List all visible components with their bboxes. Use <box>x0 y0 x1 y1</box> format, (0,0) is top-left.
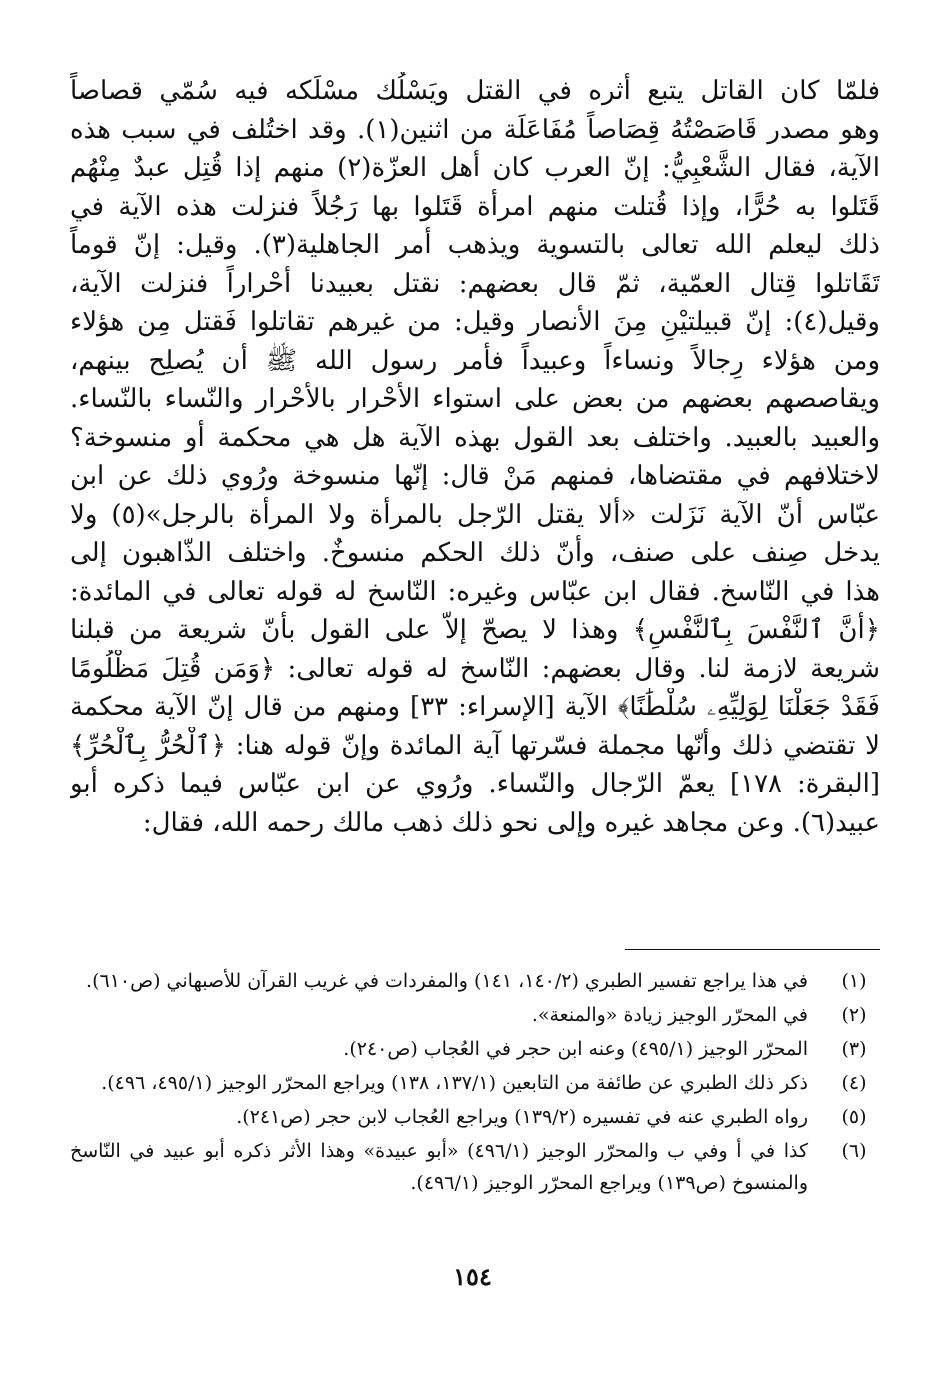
footnote-text: ذكر ذلك الطبري عن طائفة من التابعين (١٣٧/١، ١٣٨) ويراجع المحرّر الوجيز (٤٩٥/١، ٤٩٦). <box>101 1072 808 1094</box>
text-line: شريعة لازمة لنا. وقال بعضهم: النّاسخ له قوله تعالى: ﴿وَمَن قُتِلَ مَظْلُومًا <box>70 653 880 684</box>
text-line: تَقَاتلوا قِتال العمّية، ثمّ قال بعضهم: نقتل بعبيدنا أحْراراً فنزلت الآية، <box>70 268 880 299</box>
text-line: ومن هؤلاء رِجالاً ونساءاً وعبيداً فأمر رسول الله ﷺ أن يُصلِح بينهم، <box>70 345 880 376</box>
footnote-number: (٥) <box>841 1106 867 1128</box>
footnote-divider <box>625 949 880 950</box>
text-line: عبّاس أنّ الآية نَزَلت «ألا يقتل الرّجل بالمرأة ولا المرأة بالرجل»(٥) ولا <box>70 499 880 530</box>
text-line: ذلك ليعلم الله تعالى بالتسوية ويذهب أمر الجاهلية(٣). وقيل: إنّ قوماً <box>70 230 880 260</box>
text-line: فلمّا كان القاتل يتبع أثره في القتل ويَسْلُك مسْلَكه فيه سُمّي قصاصاً <box>70 76 880 106</box>
text-line: قَتَلوا به حُرًّا، وإذا قُتلت منهم امرأة قَتَلوا بها رَجُلاً فنزلت هذه الآية في <box>70 191 880 222</box>
page-number: ١٥٤ <box>453 1262 492 1291</box>
footnotes <box>70 965 880 1201</box>
text-line: عبيد(٦). وعن مجاهد غيره وإلى نحو ذلك ذهب مالك رحمه الله، فقال: <box>142 807 880 838</box>
text-line: فَقَدْ جَعَلْنَا لِوَلِيِّهِۦ سُلْطَٰنًا﴾ الآية [الإسراء: ٣٣] ومنهم من قال إنّ الآية محكمة <box>70 692 880 722</box>
text-line: يدخل صِنف على صنف، وأنّ ذلك الحكم منسوخٌ. واختلف الذّاهبون إلى <box>70 538 880 568</box>
footnote <box>70 1135 880 1199</box>
text-line: هذا في النّاسخ. فقال ابن عبّاس وغيره: النّاسخ له قوله تعالى في المائدة: <box>70 576 880 607</box>
footnote-text: المحرّر الوجيز (٤٩٥/١) وعنه ابن حجر في العُجاب (ص٢٤٠). <box>343 1038 808 1060</box>
footnote-text: رواه الطبري عنه في تفسيره (١٣٩/٢) ويراجع العُجاب لابن حجر (ص٢٤١). <box>236 1106 808 1128</box>
text-line: [البقرة: ١٧٨] يعمّ الرّجال والنّساء. ورُوي عن ابن عبّاس فيما ذكره أبو <box>70 769 880 799</box>
footnote-number: (١) <box>841 970 867 992</box>
text-line: وهو مصدر قَاصَصْتُهُ قِصَاصاً مُفَاعَلَة من اثنين(١). وقد اختُلف في سبب هذه <box>70 114 880 145</box>
main-text <box>70 72 880 842</box>
footnote-text: في هذا يراجع تفسير الطبري (١٤٠/٢، ١٤١) والمفردات في غريب القرآن للأصبهاني (ص٦١٠). <box>86 970 808 992</box>
footnote <box>70 1033 880 1065</box>
text-line: ويقاصصهم بعضهم من بعض على استواء الأحْرار بالأحْرار والنّساء بالنّساء. <box>70 384 880 414</box>
page-content <box>70 72 880 1194</box>
footnote-number: (٤) <box>841 1072 867 1094</box>
footnote <box>70 1067 880 1099</box>
text-line: ﴿أَنَّ ٱلنَّفْسَ بِٱلنَّفْسِ﴾ وهذا لا يصحّ إلاّ على القول بأنّ شريعة من قبلنا <box>70 615 880 645</box>
footnote-number: (٦) <box>841 1140 867 1162</box>
footnote <box>70 1101 880 1133</box>
footnote <box>70 965 880 997</box>
footnote-number: (٣) <box>841 1038 867 1060</box>
footnote-text: في المحرّر الوجيز زيادة «والمنعة». <box>531 1004 808 1026</box>
text-line: وقيل(٤): إنّ قبيلتيْنِ مِنَ الأنصار وقيل: من غيرهم تقاتلوا فَقتل مِن هؤلاء <box>70 307 880 337</box>
text-line: والعبيد بالعبيد. واختلف بعد القول بهذه الآية هل هي محكمة أو منسوخة؟ <box>70 422 880 453</box>
text-line: لاختلافهم في مقتضاها، فمنهم مَنْ قال: إنّها منسوخة ورُوي ذلك عن ابن <box>70 461 880 491</box>
footnote-text: كذا في أ وفي ب والمحرّر الوجيز (٤٩٦/١) «أبو عبيدة» وهذا الأثر ذكره أبو عبيد في النّاسخ والمنسوخ (ص١٣٩) ويراجع المحرّر الوجيز (٤٩٦/١). <box>70 1140 808 1194</box>
text-line: الآية، فقال الشَّعْبِيُّ: إنّ العرب كان أهل العزّة(٢) منهم إذا قُتِل عبدٌ مِنْهُم <box>70 153 880 183</box>
footnote-number: (٢) <box>841 1004 867 1026</box>
text-line: لا تقتضي ذلك وأنّها مجملة فسّرتها آية المائدة وإنّ قوله هنا: ﴿ٱلْحُرُّ بِٱلْحُرِّ﴾ <box>70 730 880 761</box>
footnote <box>70 999 880 1031</box>
